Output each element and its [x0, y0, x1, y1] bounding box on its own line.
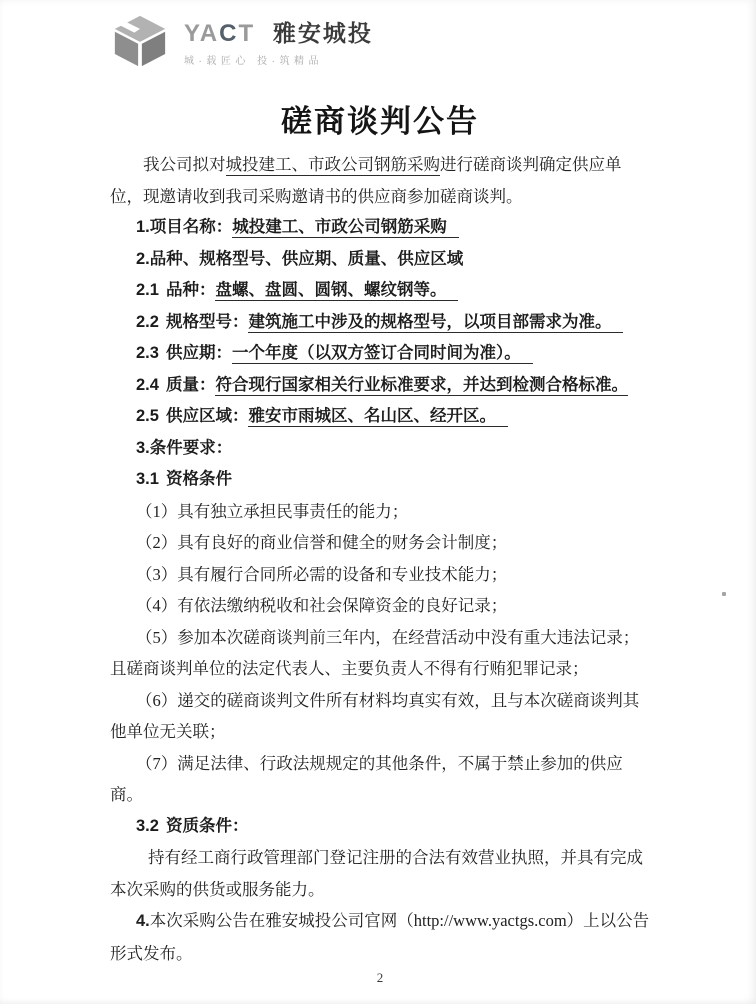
- quality-value: 符合现行国家相关行业标准要求，并达到检测合格标准。: [215, 375, 628, 394]
- condition-1: （1）具有独立承担民事责任的能力；: [136, 501, 409, 521]
- supply-period-value: 一个年度（以双方签订合同时间为准）。: [232, 344, 533, 364]
- item-publication-notice: 4.本次采购公告在雅安城投公司官网（http://www.yactgs.com）上以公告形式发布。: [110, 911, 650, 963]
- condition-4: （4）有依法缴纳税收和社会保障资金的良好记录；: [136, 596, 508, 615]
- item-supply-period: 2.3 供应期：一个年度（以双方签订合同时间为准）。: [110, 338, 650, 370]
- cube-logo-icon: [112, 14, 168, 68]
- condition-2: （2）具有良好的商业信誉和健全的财务会计制度；: [136, 533, 508, 552]
- credential-requirement-paragraph: 持有经工商行政管理部门登记注册的合法有效营业执照，并具有完成本次采购的供货或服务能力。: [110, 848, 643, 899]
- company-logo: [112, 14, 650, 74]
- page-title: 磋商谈判公告: [281, 104, 479, 139]
- condition-3: （3）具有履行合同所必需的设备和专业技术能力；: [136, 564, 508, 584]
- intro-underlined-subject: 城投建工、市政公司钢筋采购: [225, 155, 440, 174]
- item-project-name: 1.项目名称：城投建工、市政公司钢筋采购: [110, 212, 650, 244]
- scan-artifact-dot: [722, 592, 726, 596]
- intro-paragraph: 我公司拟对城投建工、市政公司钢筋采购进行磋商谈判确定供应单位，现邀请收到我司采购邀请书的供应商参加磋商谈判。: [110, 155, 622, 206]
- condition-5: （5）参加本次磋商谈判前三年内，在经营活动中没有重大违法记录；且磋商谈判单位的法定代表人、主要负责人不得有行贿犯罪记录；: [110, 627, 640, 678]
- item-credential-conditions-heading: 3.2 资质条件：: [136, 816, 249, 835]
- page-number: 2: [376, 970, 384, 985]
- logo-tagline: 城·载匠心 投·筑精品: [184, 56, 323, 67]
- specification-value: 建筑施工中涉及的规格型号，以项目部需求为准。: [248, 313, 623, 333]
- publication-notice-text: 本次采购公告在雅安城投公司官网（http://www.yactgs.com）上以公告形式发布。: [110, 911, 650, 963]
- item-overview-heading: 2.品种、规格型号、供应期、质量、供应区域: [136, 249, 464, 268]
- item-conditions-heading: 3.条件要求：: [136, 438, 233, 457]
- item-specification: 2.2 规格型号：建筑施工中涉及的规格型号，以项目部需求为准。: [110, 307, 650, 339]
- logo-abbr: YA: [184, 20, 220, 47]
- page-footer: [110, 970, 650, 986]
- supply-area-value: 雅安市雨城区、名山区、经开区。: [248, 407, 508, 427]
- logo-company-name: 雅安城投: [272, 20, 373, 46]
- variety-value: 盘螺、盘圆、圆钢、螺纹钢等。: [215, 281, 458, 301]
- condition-6: （6）递交的磋商谈判文件所有材料均真实有效，且与本次磋商谈判其他单位无关联；: [110, 690, 640, 741]
- item-variety: 2.1 品种：盘螺、盘圆、圆钢、螺纹钢等。: [110, 275, 650, 307]
- item-quality: 2.4 质量：符合现行国家相关行业标准要求，并达到检测合格标准。: [136, 375, 628, 394]
- document-body: [110, 149, 650, 969]
- item-supply-area: 2.5 供应区域：雅安市雨城区、名山区、经开区。: [110, 401, 650, 433]
- item-qualification-conditions-heading: 3.1 资格条件: [136, 470, 232, 488]
- project-name-value: 城投建工、市政公司钢筋采购: [232, 218, 459, 238]
- logo-text: [184, 14, 373, 67]
- logo-wordmark: YACT 雅安城投: [184, 20, 373, 47]
- condition-7: （7）满足法律、行政法规规定的其他条件，不属于禁止参加的供应商。: [110, 753, 623, 804]
